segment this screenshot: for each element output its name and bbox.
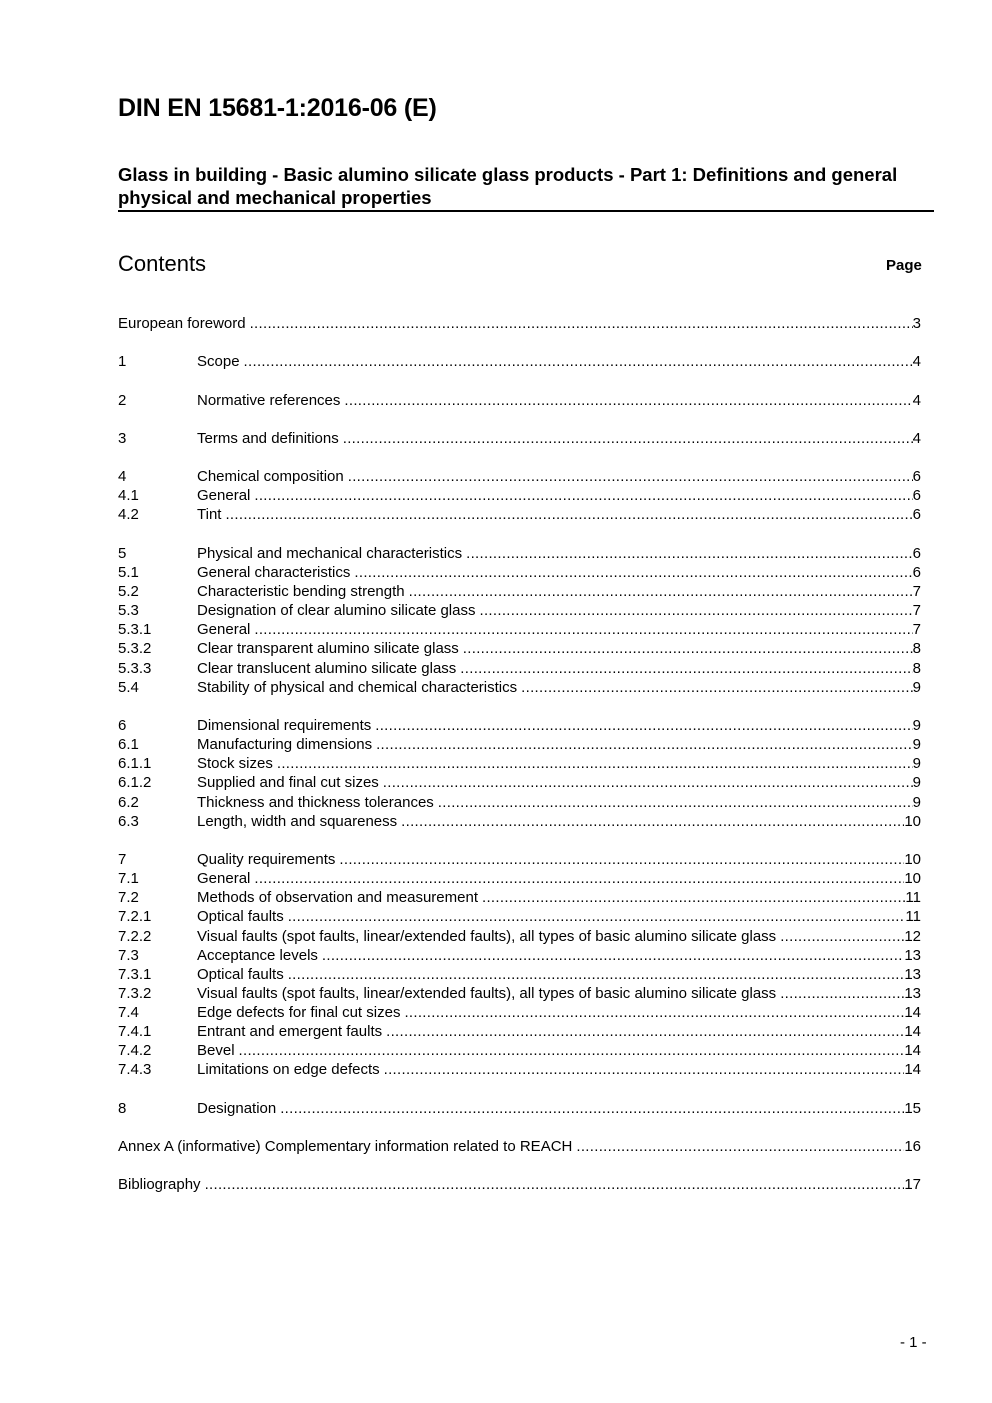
document-title: Glass in building - Basic alumino silicate glass products - Part 1: Definitions and general physical and mechanical properties xyxy=(118,164,898,208)
toc-entry[interactable] xyxy=(118,985,921,1004)
toc-entry-title: Designation xyxy=(197,1099,277,1117)
toc-entry-page: 4 xyxy=(912,429,921,447)
toc-dot-leader xyxy=(322,947,904,964)
toc-dot-leader xyxy=(280,1100,904,1117)
toc-entry[interactable] xyxy=(118,1100,921,1119)
toc-dot-leader xyxy=(250,315,913,332)
toc-entry-page: 9 xyxy=(912,678,921,696)
toc-entry[interactable] xyxy=(118,506,921,525)
toc-entry[interactable] xyxy=(118,353,921,372)
toc-entry-page: 7 xyxy=(912,602,921,620)
toc-dot-leader xyxy=(375,717,912,734)
toc-entry[interactable] xyxy=(118,736,921,755)
toc-entry-title: Normative references xyxy=(197,391,341,409)
toc-entry-page: 15 xyxy=(904,1099,921,1117)
toc-entry-number: 3 xyxy=(118,429,127,447)
title-rule xyxy=(118,210,934,212)
toc-entry-title: Visual faults (spot faults, linear/extended faults), all types of basic alumino silicate glass xyxy=(197,984,777,1002)
toc-entry-page: 6 xyxy=(912,468,921,486)
toc-dot-leader xyxy=(383,774,913,791)
toc-entry[interactable] xyxy=(118,1042,921,1061)
toc-entry-number: 6.1.2 xyxy=(118,774,152,792)
toc-entry-number: 5.3 xyxy=(118,602,139,620)
toc-entry-title: Terms and definitions xyxy=(197,429,339,447)
toc-entry-page: 6 xyxy=(912,544,921,562)
toc-entry[interactable] xyxy=(118,602,921,621)
toc-entry-number: 7.3.1 xyxy=(118,965,152,983)
toc-dot-leader xyxy=(343,430,913,447)
toc-dot-leader xyxy=(376,736,913,753)
toc-entry-title: Entrant and emergent faults xyxy=(197,1023,383,1041)
toc-entry-number: 6.2 xyxy=(118,793,139,811)
toc-entry-title: European foreword xyxy=(118,315,246,332)
toc-dot-leader xyxy=(354,564,912,581)
toc-entry-number: 7 xyxy=(118,850,127,868)
page-footer-number: - 1 - xyxy=(900,1334,927,1351)
table-of-contents xyxy=(118,315,921,1195)
toc-entry-number: 5.4 xyxy=(118,678,139,696)
toc-entry-page: 4 xyxy=(912,391,921,409)
toc-entry-number: 5 xyxy=(118,544,127,562)
toc-dot-leader xyxy=(254,621,912,638)
toc-entry-title: Quality requirements xyxy=(197,850,336,868)
page-column-heading: Page xyxy=(886,257,922,274)
toc-entry-page: 7 xyxy=(912,582,921,600)
toc-entry-title: Manufacturing dimensions xyxy=(197,736,373,754)
toc-entry-title: Bevel xyxy=(197,1042,235,1060)
toc-entry-page: 10 xyxy=(904,812,921,830)
toc-dot-leader xyxy=(254,487,912,504)
toc-dot-leader xyxy=(521,679,913,696)
toc-dot-leader xyxy=(576,1138,904,1155)
toc-entry-page: 14 xyxy=(904,1004,921,1022)
toc-entry-page: 11 xyxy=(905,889,921,907)
toc-entry-page: 14 xyxy=(904,1042,921,1060)
toc-entry-page: 7 xyxy=(912,621,921,639)
toc-dot-leader xyxy=(339,851,904,868)
document-id: DIN EN 15681-1:2016-06 (E) xyxy=(118,94,437,122)
toc-entry-title: Scope xyxy=(197,353,240,371)
toc-dot-leader xyxy=(463,640,913,657)
toc-entry-number: 7.3.2 xyxy=(118,984,152,1002)
toc-entry-number: 6.1.1 xyxy=(118,755,152,773)
toc-entry-title: Chemical composition xyxy=(197,468,344,486)
toc-entry-number: 4.1 xyxy=(118,487,139,505)
toc-entry-title: Stock sizes xyxy=(197,755,273,773)
toc-entry[interactable] xyxy=(118,1176,921,1195)
toc-entry-page: 6 xyxy=(912,487,921,505)
toc-entry-title: Thickness and thickness tolerances xyxy=(197,793,434,811)
toc-dot-leader xyxy=(780,985,904,1002)
toc-entry-number: 7.2 xyxy=(118,889,139,907)
toc-entry-page: 11 xyxy=(905,908,921,926)
toc-entry[interactable] xyxy=(118,813,921,832)
toc-entry[interactable] xyxy=(118,430,921,449)
toc-entry[interactable] xyxy=(118,794,921,813)
toc-entry-page: 9 xyxy=(912,736,921,754)
toc-entry[interactable] xyxy=(118,1004,921,1023)
toc-entry-title: General xyxy=(197,487,251,505)
toc-entry-number: 6 xyxy=(118,716,127,734)
toc-entry[interactable] xyxy=(118,468,921,487)
toc-entry-page: 9 xyxy=(912,793,921,811)
toc-entry-title: General xyxy=(197,870,251,888)
toc-entry-title: Visual faults (spot faults, linear/extended faults), all types of basic alumino silicate glass xyxy=(197,927,777,945)
toc-entry-page: 13 xyxy=(904,984,921,1002)
toc-entry-title: General characteristics xyxy=(197,563,351,581)
toc-entry-title: Supplied and final cut sizes xyxy=(197,774,379,792)
toc-entry-page: 14 xyxy=(904,1023,921,1041)
toc-dot-leader xyxy=(288,908,906,925)
toc-entry-page: 9 xyxy=(912,716,921,734)
toc-entry[interactable] xyxy=(118,621,921,640)
toc-entry-number: 5.3.1 xyxy=(118,621,152,639)
toc-dot-leader xyxy=(401,813,904,830)
toc-dot-leader xyxy=(239,1042,905,1059)
toc-dot-leader xyxy=(277,755,913,772)
toc-entry-title: Optical faults xyxy=(197,908,284,926)
toc-entry-number: 7.4.3 xyxy=(118,1061,152,1079)
toc-entry-page: 17 xyxy=(904,1176,921,1194)
toc-dot-leader xyxy=(344,392,912,409)
toc-dot-leader xyxy=(404,1004,904,1021)
toc-entry[interactable] xyxy=(118,679,921,698)
toc-dot-leader xyxy=(205,1176,905,1193)
toc-entry[interactable] xyxy=(118,889,921,908)
toc-entry-number: 5.1 xyxy=(118,563,139,581)
toc-entry[interactable] xyxy=(118,947,921,966)
toc-entry-title: Stability of physical and chemical characteristics xyxy=(197,678,518,696)
toc-entry-number: 7.2.2 xyxy=(118,927,152,945)
toc-entry-number: 5.2 xyxy=(118,582,139,600)
toc-entry[interactable] xyxy=(118,851,921,870)
toc-entry-title: Dimensional requirements xyxy=(197,716,372,734)
toc-entry-page: 13 xyxy=(904,946,921,964)
toc-dot-leader xyxy=(254,870,904,887)
toc-entry[interactable] xyxy=(118,1061,921,1080)
toc-entry-number: 6.1 xyxy=(118,736,139,754)
toc-dot-leader xyxy=(460,660,912,677)
toc-entry-title: Limitations on edge defects xyxy=(197,1061,380,1079)
toc-entry-title: Annex A (informative) Complementary information related to REACH xyxy=(118,1138,573,1156)
contents-heading: Contents xyxy=(118,251,207,276)
toc-dot-leader xyxy=(482,889,905,906)
toc-entry[interactable] xyxy=(118,583,921,602)
toc-entry-title: General xyxy=(197,621,251,639)
toc-entry-number: 2 xyxy=(118,391,127,409)
toc-dot-leader xyxy=(384,1061,905,1078)
toc-dot-leader xyxy=(409,583,913,600)
toc-entry[interactable] xyxy=(118,870,921,889)
toc-entry-page: 4 xyxy=(912,353,921,371)
toc-dot-leader xyxy=(479,602,912,619)
toc-entry[interactable] xyxy=(118,564,921,583)
toc-entry-title: Clear transparent alumino silicate glass xyxy=(197,640,459,658)
toc-entry-page: 3 xyxy=(912,315,921,332)
toc-entry-page: 9 xyxy=(912,774,921,792)
toc-entry-number: 7.4.1 xyxy=(118,1023,152,1041)
toc-entry[interactable] xyxy=(118,1138,921,1157)
toc-entry[interactable] xyxy=(118,392,921,411)
toc-entry[interactable] xyxy=(118,928,921,947)
toc-entry-number: 7.4.2 xyxy=(118,1042,152,1060)
toc-entry[interactable] xyxy=(118,640,921,659)
toc-entry-page: 8 xyxy=(912,659,921,677)
toc-entry[interactable] xyxy=(118,774,921,793)
toc-entry[interactable] xyxy=(118,966,921,985)
toc-entry[interactable] xyxy=(118,487,921,506)
toc-dot-leader xyxy=(225,506,912,523)
toc-dot-leader xyxy=(386,1023,904,1040)
toc-entry-page: 10 xyxy=(904,850,921,868)
toc-entry-number: 7.3 xyxy=(118,946,139,964)
toc-entry-title: Acceptance levels xyxy=(197,946,318,964)
toc-entry[interactable] xyxy=(118,717,921,736)
toc-entry-page: 10 xyxy=(904,870,921,888)
toc-entry-number: 7.1 xyxy=(118,870,139,888)
toc-entry-title: Edge defects for final cut sizes xyxy=(197,1004,401,1022)
toc-entry-page: 13 xyxy=(904,965,921,983)
toc-entry-number: 6.3 xyxy=(118,812,139,830)
toc-entry-number: 4 xyxy=(118,468,127,486)
toc-dot-leader xyxy=(780,928,904,945)
toc-entry-title: Length, width and squareness xyxy=(197,812,398,830)
toc-entry-title: Clear translucent alumino silicate glass xyxy=(197,659,457,677)
toc-dot-leader xyxy=(466,545,913,562)
toc-entry-number: 8 xyxy=(118,1099,127,1117)
toc-entry-page: 6 xyxy=(912,506,921,524)
toc-entry-title: Bibliography xyxy=(118,1176,201,1194)
toc-entry-page: 16 xyxy=(904,1138,921,1156)
toc-dot-leader xyxy=(438,794,913,811)
toc-entry-number: 5.3.3 xyxy=(118,659,152,677)
toc-dot-leader xyxy=(288,966,905,983)
toc-entry-number: 1 xyxy=(118,353,127,371)
toc-entry[interactable] xyxy=(118,545,921,564)
toc-entry-page: 14 xyxy=(904,1061,921,1079)
toc-entry[interactable] xyxy=(118,1023,921,1042)
toc-entry[interactable] xyxy=(118,908,921,927)
toc-entry-title: Methods of observation and measurement xyxy=(197,889,478,907)
toc-entry-page: 9 xyxy=(912,755,921,773)
toc-entry[interactable] xyxy=(118,755,921,774)
toc-entry-title: Optical faults xyxy=(197,965,284,983)
toc-entry-page: 6 xyxy=(912,563,921,581)
toc-entry-title: Tint xyxy=(197,506,222,524)
toc-dot-leader xyxy=(244,353,913,370)
toc-entry[interactable] xyxy=(118,315,921,334)
toc-dot-leader xyxy=(348,468,913,485)
toc-entry-page: 12 xyxy=(904,927,921,945)
toc-entry-title: Designation of clear alumino silicate glass xyxy=(197,602,476,620)
toc-entry-number: 7.4 xyxy=(118,1004,139,1022)
toc-entry-page: 8 xyxy=(912,640,921,658)
toc-entry-number: 7.2.1 xyxy=(118,908,152,926)
toc-entry-number: 5.3.2 xyxy=(118,640,152,658)
toc-entry[interactable] xyxy=(118,660,921,679)
toc-entry-title: Characteristic bending strength xyxy=(197,582,405,600)
toc-entry-number: 4.2 xyxy=(118,506,139,524)
toc-entry-title: Physical and mechanical characteristics xyxy=(197,544,463,562)
